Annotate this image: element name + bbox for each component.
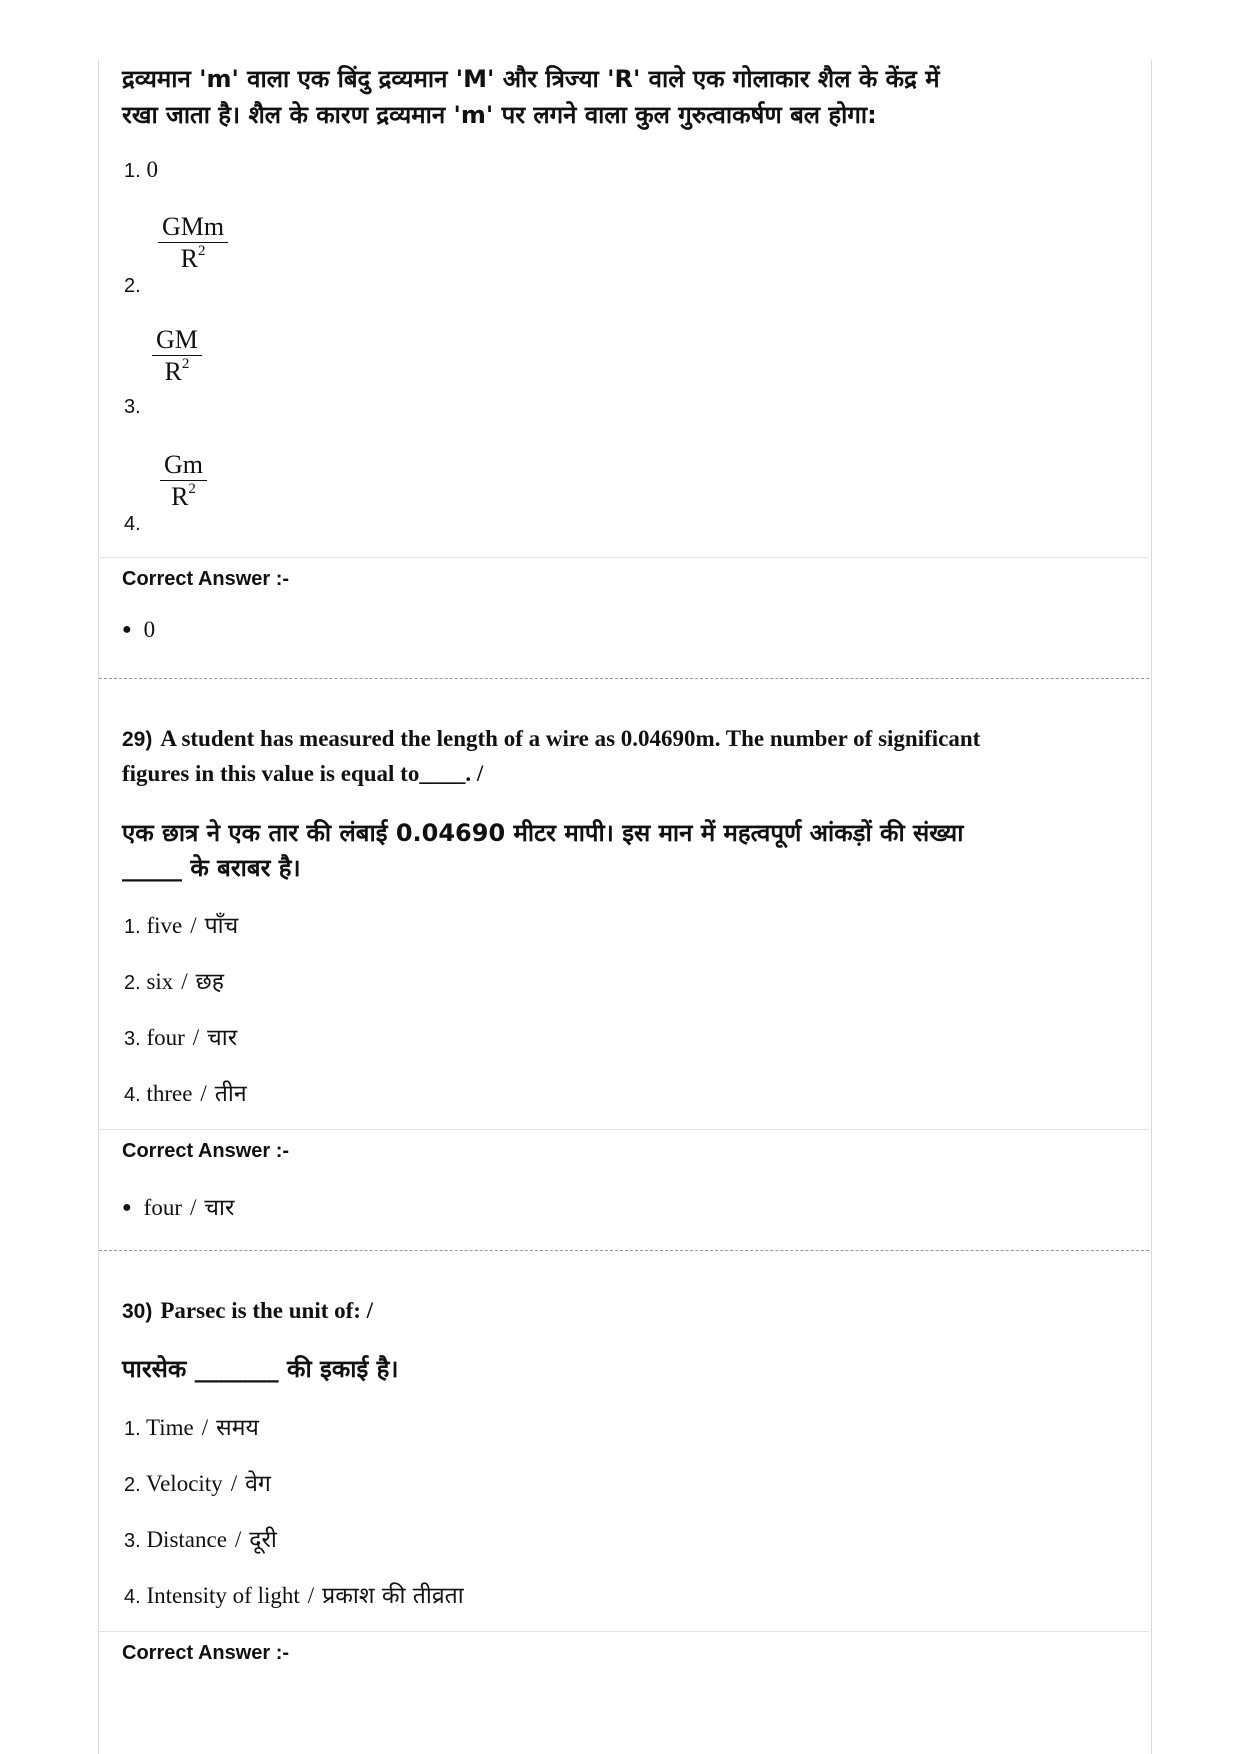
question-separator <box>99 678 1149 679</box>
question-separator <box>99 1250 1149 1251</box>
q30-correct-answer-label: Correct Answer :- <box>122 1642 290 1664</box>
q29-option-2[interactable]: 2. six / छह <box>124 969 225 995</box>
page-frame <box>98 60 1152 1754</box>
q28-option-3-number: 3. <box>124 396 141 418</box>
q30-option-2[interactable]: 2. Velocity / वेग <box>124 1471 271 1497</box>
q28-correct-answer: ● 0 <box>122 617 156 642</box>
q29-hindi-line2: _____ के बराबर है। <box>122 854 301 882</box>
divider <box>99 557 1149 558</box>
q28-option-1[interactable]: 1. 0 <box>124 157 158 182</box>
q30-hindi: पारसेक _______ की इकाई है। <box>122 1355 399 1383</box>
q28-hindi-line1: द्रव्यमान 'm' वाला एक बिंदु द्रव्यमान 'M' और त्रिज्या 'R' वाले एक गोलाकार शैल के केंद्र में <box>122 65 940 93</box>
q30-option-4[interactable]: 4. Intensity of light / प्रकाश की तीव्रता <box>124 1583 464 1609</box>
q28-correct-answer-label: Correct Answer :- <box>122 568 290 590</box>
q29-english-line2: figures in this value is equal to____. / <box>122 761 484 786</box>
q29-english-line1: 29) A student has measured the length of a wire as 0.04690m. The number of significant <box>122 726 981 751</box>
q29-number: 29) <box>122 728 153 751</box>
q30-option-1[interactable]: 1. Time / समय <box>124 1415 259 1441</box>
q30-option-3[interactable]: 3. Distance / दूरी <box>124 1527 277 1553</box>
q29-correct-answer: ● four / चार <box>122 1195 235 1221</box>
q28-option-4-number: 4. <box>124 513 141 535</box>
divider <box>99 1631 1149 1632</box>
divider <box>99 1129 1149 1130</box>
q29-correct-answer-label: Correct Answer :- <box>122 1140 290 1162</box>
q28-option-3-fraction[interactable]: $\frac{GM}{R^2}$ <box>152 325 202 387</box>
q28-option-2-number: 2. <box>124 275 141 297</box>
q30-number: 30) <box>122 1300 153 1323</box>
q29-option-4[interactable]: 4. three / तीन <box>124 1081 247 1107</box>
q30-english: 30) Parsec is the unit of: / <box>122 1298 374 1323</box>
q29-option-1[interactable]: 1. five / पाँच <box>124 913 239 939</box>
q28-option-2-fraction[interactable]: GMm $R^2$ <box>158 212 228 274</box>
q28-option-4-fraction[interactable]: $\frac{Gm}{R^2}$ <box>160 450 207 512</box>
q29-option-3[interactable]: 3. four / चार <box>124 1025 238 1051</box>
q29-hindi-line1: एक छात्र ने एक तार की लंबाई 0.04690 मीटर मापी। इस मान में महत्वपूर्ण आंकड़ों की संख्या <box>122 819 964 847</box>
q28-hindi-line2: रखा जाता है। शैल के कारण द्रव्यमान 'm' पर लगने वाला कुल गुरुत्वाकर्षण बल होगा: <box>122 101 877 129</box>
